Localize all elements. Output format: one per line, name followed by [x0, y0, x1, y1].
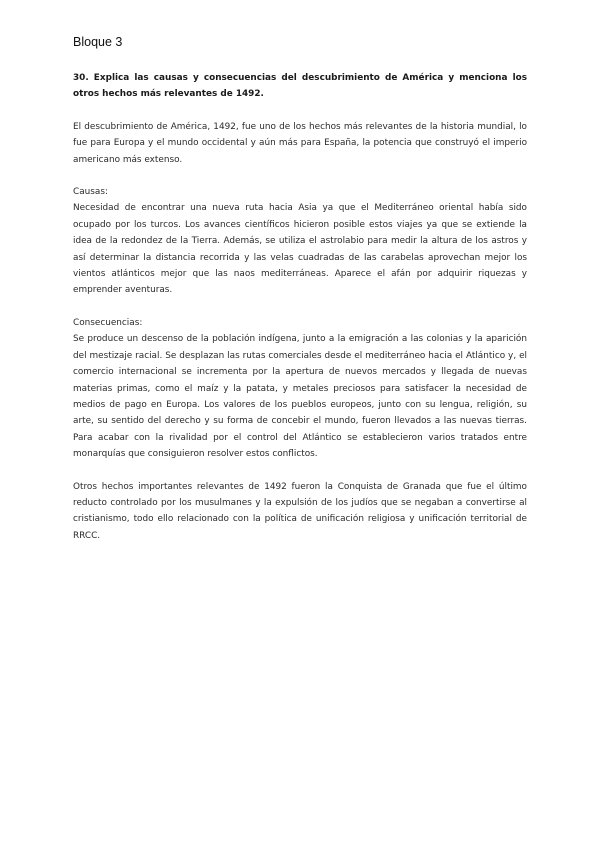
other-events-paragraph: Otros hechos importantes relevantes de 1492 fueron la Conquista de Granada que fue el último reducto controlado por los musulmanes y la expulsión de los judíos que se negaban a convertirse al cristianismo, todo ello relacionado con la política de unificación religiosa y unificación territorial de RRCC. [73, 481, 527, 541]
question-heading: 30. Explica las causas y consecuencias del descubrimiento de América y menciona los otros hechos más relevantes de 1492. [73, 73, 527, 100]
causes-text: Necesidad de encontrar una nueva ruta hacia Asia ya que el Mediterráneo oriental había sido ocupado por los turcos. Los avances científicos hicieron posible estos viajes ya que se extiende la idea de la redondez de la Tierra. Además, se utiliza el astrolabio para medir la altura de los astros y así determinar la distancia recorrida y las velas cuadradas de las carabelas aprovechan mejor los vientos atlánticos mejor que las naos mediterráneas. Aparece el afán por adquirir riquezas y emprender aventuras. [73, 203, 527, 296]
consequences-label: Consecuencias: [73, 317, 143, 328]
causes-section [73, 184, 527, 299]
intro-paragraph: El descubrimiento de América, 1492, fue uno de los hechos más relevantes de la historia mundial, lo fue para Europa y el mundo occidental y aún más para España, la potencia que construyó el imperio americano más extenso. [73, 121, 527, 165]
consequences-text: Se produce un descenso de la población indígena, junto a la emigración a las colonias y la aparición del mestizaje racial. Se desplazan las rutas comerciales desde el mediterráneo hacia el Atlántico y, el comercio internacional se incrementa por la apertura de nuevos mercados y llegada de nuevas materias primas, como el maíz y la patata, y metales preciosos para satisfacer la necesidad de medios de pago en Europa. Los valores de los pueblos europeos, junto con su lengua, religión, su arte, su sentido del derecho y su forma de concebir el mundo, fueron llevados a las nuevas tierras. Para acabar con la rivalidad por el control del Atlántico se establecieron varios tratados entre monarquías que consiguieron resolver estos conflictos. [73, 334, 527, 460]
document-body [73, 70, 527, 560]
page-header-title: Bloque 3 [73, 35, 123, 49]
causes-label: Causas: [73, 187, 108, 198]
consequences-section [73, 315, 527, 463]
